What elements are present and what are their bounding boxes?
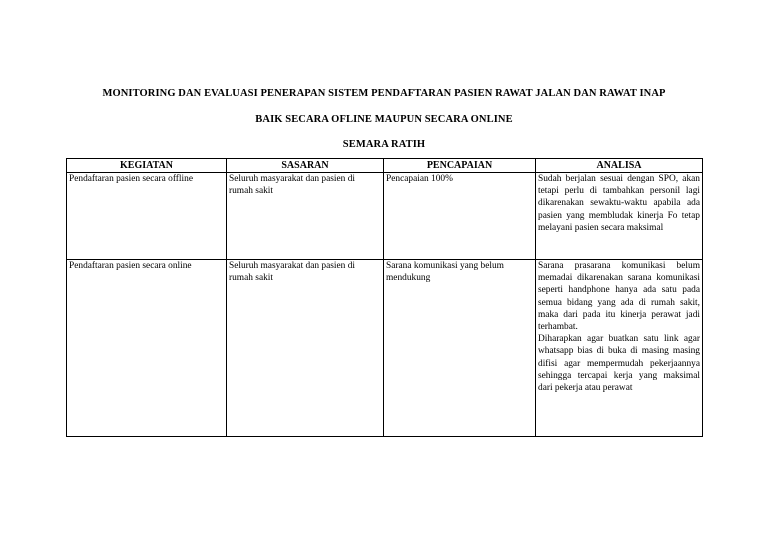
document-title: MONITORING DAN EVALUASI PENERAPAN SISTEM PENDAFTARAN PASIEN RAWAT JALAN DAN RAWAT INAP (102, 88, 666, 99)
analisa-paragraph: Sudah berjalan sesuai dengan SPO, akan tetapi perlu di tambahkan personil lagi dikarenakan sewaktu-waktu apabila ada pasien yang membludak kinerja Fo tetap melayani pasien secara maksimal (538, 174, 700, 233)
cell-kegiatan: Pendaftaran pasien secara offline (67, 173, 227, 260)
cell-analisa (536, 173, 703, 260)
cell-pencapaian: Pencapaian 100% (384, 173, 536, 260)
cell-sasaran: Seluruh masyarakat dan pasien di rumah sakit (227, 173, 384, 260)
cell-kegiatan: Pendaftaran pasien secara online (67, 260, 227, 437)
table-row (67, 260, 703, 437)
header-sasaran: SASARAN (227, 159, 384, 173)
table-header-row (67, 159, 703, 173)
cell-pencapaian: Sarana komunikasi yang belum mendukung (384, 260, 536, 437)
monitoring-table (66, 158, 703, 437)
cell-analisa (536, 260, 703, 437)
header-analisa: ANALISA (536, 159, 703, 173)
header-kegiatan: KEGIATAN (67, 159, 227, 173)
cell-sasaran: Seluruh masyarakat dan pasien di rumah sakit (227, 260, 384, 437)
document-subtitle: BAIK SECARA OFLINE MAUPUN SECARA ONLINE (255, 114, 513, 125)
document-author: SEMARA RATIH (342, 139, 426, 150)
header-pencapaian: PENCAPAIAN (384, 159, 536, 173)
analisa-paragraph: Sarana prasarana komunikasi belum memadai dikarenakan sarana komunikasi seperti handphone hanya ada satu pada semua bidang yang ada di rumah sakit, maka dari pada itu kinerja perawat jadi terhambat. (538, 261, 700, 333)
analisa-paragraph: Diharapkan agar buatkan satu link agar whatsapp bias di buka di masing masing difisi agar mempermudah pekerjaannya sehingga tercapai kerja yang maksimal dari pekerja atau perawat (538, 334, 700, 394)
table-row (67, 173, 703, 260)
